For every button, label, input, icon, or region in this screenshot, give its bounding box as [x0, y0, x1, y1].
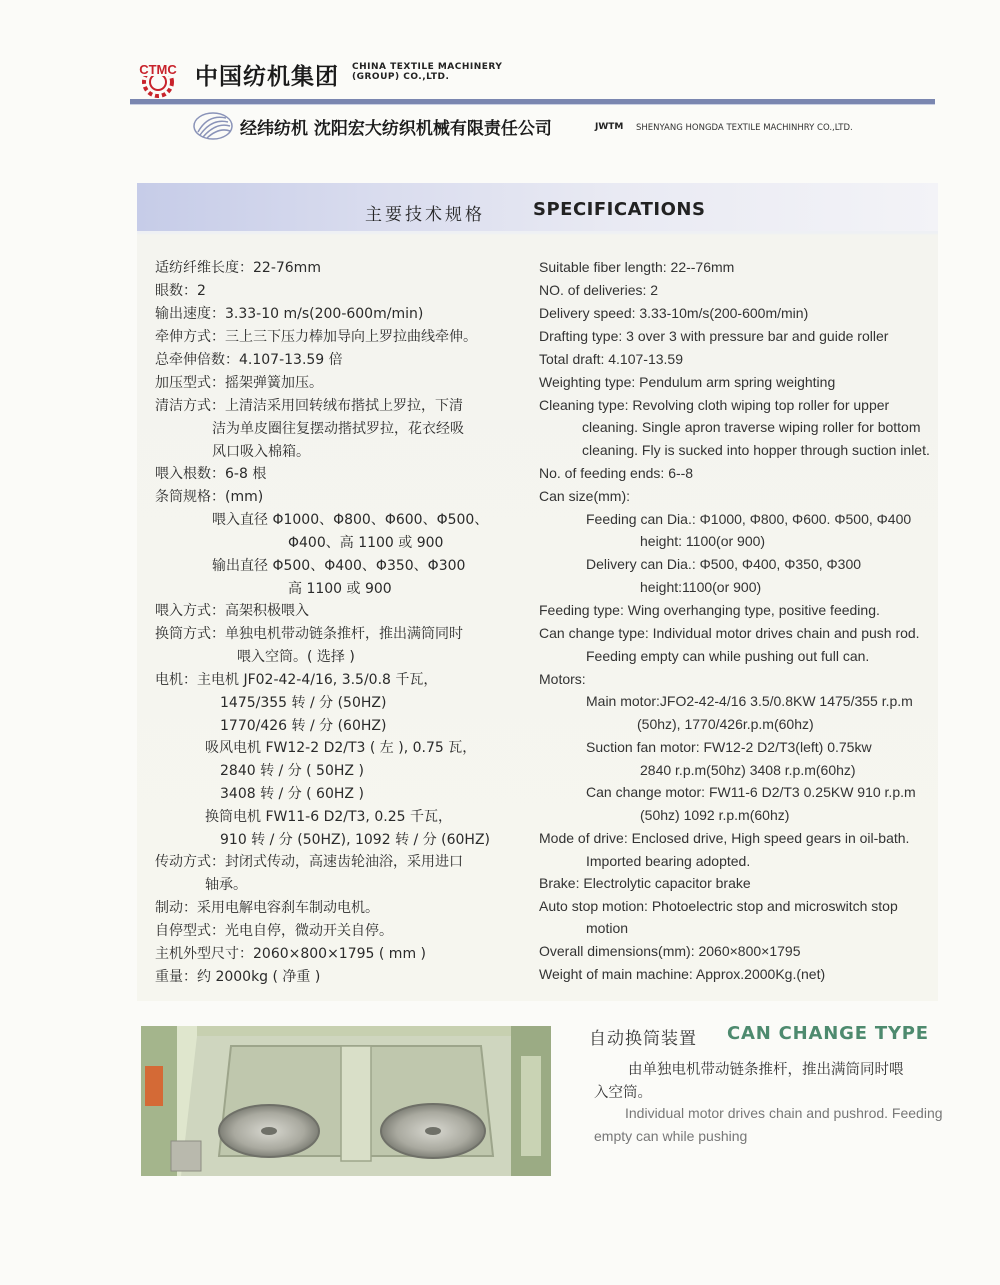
spec-line-en: Mode of drive: Enclosed drive, High speed gears in oil-bath. [539, 830, 910, 846]
spec-line-en: Can change type: Individual motor drives chain and push rod. [539, 625, 920, 641]
spec-line-en: Can change motor: FW11-6 D2/T3 0.25KW 910 r.p.m [586, 784, 916, 800]
spec-line-en: NO. of deliveries: 2 [539, 282, 659, 298]
spec-line-en: 2840 r.p.m(50hz) 3408 r.p.m(60hz) [640, 762, 856, 778]
spec-line-en: cleaning. Single apron traverse wiping roller for bottom [582, 419, 921, 435]
spec-line-cn: 条筒规格：(mm) [155, 489, 264, 505]
can-change-desc-en-1: Individual motor drives chain and pushrod. Feeding [625, 1105, 943, 1121]
can-change-desc-en-2: empty can while pushing [594, 1128, 748, 1144]
spec-line-cn: 3408 转 / 分 ( 60HZ ) [220, 786, 364, 802]
spec-line-en: Weighting type: Pendulum arm spring weighting [539, 374, 836, 390]
ctmc-logo [133, 56, 183, 98]
spec-line-cn: 输出速度：3.33-10 m/s(200-600m/min) [155, 306, 424, 322]
spec-line-en: Delivery speed: 3.33-10m/s(200-600m/min) [539, 305, 809, 321]
spec-line-cn: 吸风电机 FW12-2 D2/T3 ( 左 ), 0.75 瓦， [205, 740, 477, 756]
spec-line-en: Delivery can Dia.: Φ500, Φ400, Φ350, Φ300 [586, 556, 862, 572]
spec-line-en: Drafting type: 3 over 3 with pressure bar and guide roller [539, 328, 889, 344]
spec-line-cn: 风口吸入棉箱。 [212, 444, 310, 460]
spec-line-cn: 换筒电机 FW11-6 D2/T3, 0.25 千瓦， [205, 809, 452, 825]
spec-line-cn: 1475/355 转 / 分 (50HZ) [220, 695, 387, 711]
spec-line-en: Motors: [539, 671, 586, 687]
spec-line-cn: Φ400、高 1100 或 900 [288, 535, 444, 551]
spec-line-en: Can size(mm): [539, 488, 631, 504]
spec-line-en: cleaning. Fly is sucked into hopper through suction inlet. [582, 442, 930, 458]
spec-line-cn: 喂入直径 Φ1000、Φ800、Φ600、Φ500、 [212, 512, 489, 528]
spec-line-cn: 910 转 / 分 (50HZ), 1092 转 / 分 (60HZ) [220, 832, 490, 848]
spec-title-en: SPECIFICATIONS [533, 199, 706, 220]
spec-line-cn: 洁为单皮圈往复摆动揩拭罗拉，花衣经吸 [212, 421, 464, 437]
spec-line-en: No. of feeding ends: 6--8 [539, 465, 694, 481]
spec-line-cn: 电机：主电机 JF02-42-4/16, 3.5/0.8 千瓦， [155, 672, 438, 688]
spec-line-en: Feeding empty can while pushing out full can. [586, 648, 870, 664]
spec-line-en: Cleaning type: Revolving cloth wiping top roller for upper [539, 397, 890, 413]
spec-line-en: Feeding type: Wing overhanging type, positive feeding. [539, 602, 880, 618]
spec-line-cn: 眼数：2 [155, 283, 206, 299]
spec-line-en: (50hz) 1092 r.p.m(60hz) [640, 807, 790, 823]
spec-line-cn: 轴承。 [205, 877, 247, 893]
spec-line-cn: 喂入根数：6-8 根 [155, 466, 267, 482]
can-change-photo [141, 1026, 551, 1176]
spec-line-en: (50hz), 1770/426r.p.m(60hz) [637, 716, 814, 732]
spec-title-cn: 主要技术规格 [365, 205, 485, 225]
spec-line-cn: 高 1100 或 900 [288, 581, 392, 597]
can-change-title-en: CAN CHANGE TYPE [727, 1023, 929, 1044]
spec-line-en: height:1100(or 900) [640, 579, 762, 595]
spec-line-en: Suction fan motor: FW12-2 D2/T3(left) 0.75kw [586, 739, 872, 755]
spec-line-cn: 换筒方式：单独电机带动链条推杆，推出满筒同时 [155, 626, 463, 642]
spec-line-cn: 输出直径 Φ500、Φ400、Φ350、Φ300 [212, 558, 466, 574]
spec-line-cn: 主机外型尺寸：2060×800×1795 ( mm ) [155, 946, 426, 962]
spec-line-cn: 喂入方式：高架积极喂入 [155, 603, 309, 619]
spec-line-en: Weight of main machine: Approx.2000Kg.(net) [539, 966, 826, 982]
company-name-en: SHENYANG HONGDA TEXTILE MACHINHRY CO.,LTD. [636, 123, 853, 133]
can-change-desc-cn-1: 由单独电机带动链条推杆，推出满筒同时喂 [628, 1062, 904, 1078]
company-name-cn: 经纬纺机 沈阳宏大纺织机械有限责任公司 [240, 119, 552, 139]
spec-line-cn: 适纺纤维长度：22-76mm [155, 260, 321, 276]
spec-line-en: Imported bearing adopted. [586, 853, 751, 869]
spec-line-cn: 自停型式：光电自停，微动开关自停。 [155, 923, 393, 939]
spec-line-cn: 牵伸方式：三上三下压力棒加导向上罗拉曲线牵伸。 [155, 329, 477, 345]
group-name-en-line-1: CHINA TEXTILE MACHINERY [352, 62, 503, 72]
spec-line-en: Main motor:JFO2-42-4/16 3.5/0.8KW 1475/355 r.p.m [586, 693, 913, 709]
spec-line-cn: 传动方式：封闭式传动，高速齿轮油浴，采用进口 [155, 854, 463, 870]
header-rule-shadow [130, 104, 935, 105]
spec-line-en: Feeding can Dia.: Φ1000, Φ800, Φ600. Φ500, Φ400 [586, 511, 912, 527]
spec-line-cn: 制动：采用电解电容刹车制动电机。 [155, 900, 379, 916]
logo-text: CTMC [139, 62, 177, 77]
spec-line-en: Suitable fiber length: 22--76mm [539, 259, 735, 275]
can-change-title-cn: 自动换筒装置 [589, 1029, 697, 1049]
company-abbr: JWTM [595, 122, 624, 132]
group-name-en-line-2: (GROUP) CO.,LTD. [352, 72, 450, 82]
spec-line-en: height: 1100(or 900) [640, 533, 766, 549]
spec-line-cn: 1770/426 转 / 分 (60HZ) [220, 718, 387, 734]
spec-line-cn: 加压型式：摇架弹簧加压。 [155, 375, 323, 391]
spec-line-en: Brake: Electrolytic capacitor brake [539, 875, 751, 891]
group-name-en [352, 62, 502, 82]
spec-line-cn: 2840 转 / 分 ( 50HZ ) [220, 763, 364, 779]
spec-line-en: Total draft: 4.107-13.59 [539, 351, 683, 367]
can-change-desc-cn-2: 入空筒。 [594, 1085, 652, 1101]
spec-line-cn: 喂入空筒。( 选择 ) [237, 649, 355, 665]
spec-line-en: motion [586, 920, 629, 936]
group-name-cn: 中国纺机集团 [195, 64, 339, 90]
spec-line-en: Overall dimensions(mm): 2060×800×1795 [539, 943, 801, 959]
spec-line-cn: 重量：约 2000kg ( 净重 ) [155, 969, 321, 985]
jwtm-logo [192, 110, 234, 142]
spec-line-en: Auto stop motion: Photoelectric stop and microswitch stop [539, 898, 898, 914]
spec-line-cn: 总牵伸倍数：4.107-13.59 倍 [155, 352, 343, 368]
spec-line-cn: 清洁方式：上清洁采用回转绒布揩拭上罗拉，下清 [155, 398, 463, 414]
